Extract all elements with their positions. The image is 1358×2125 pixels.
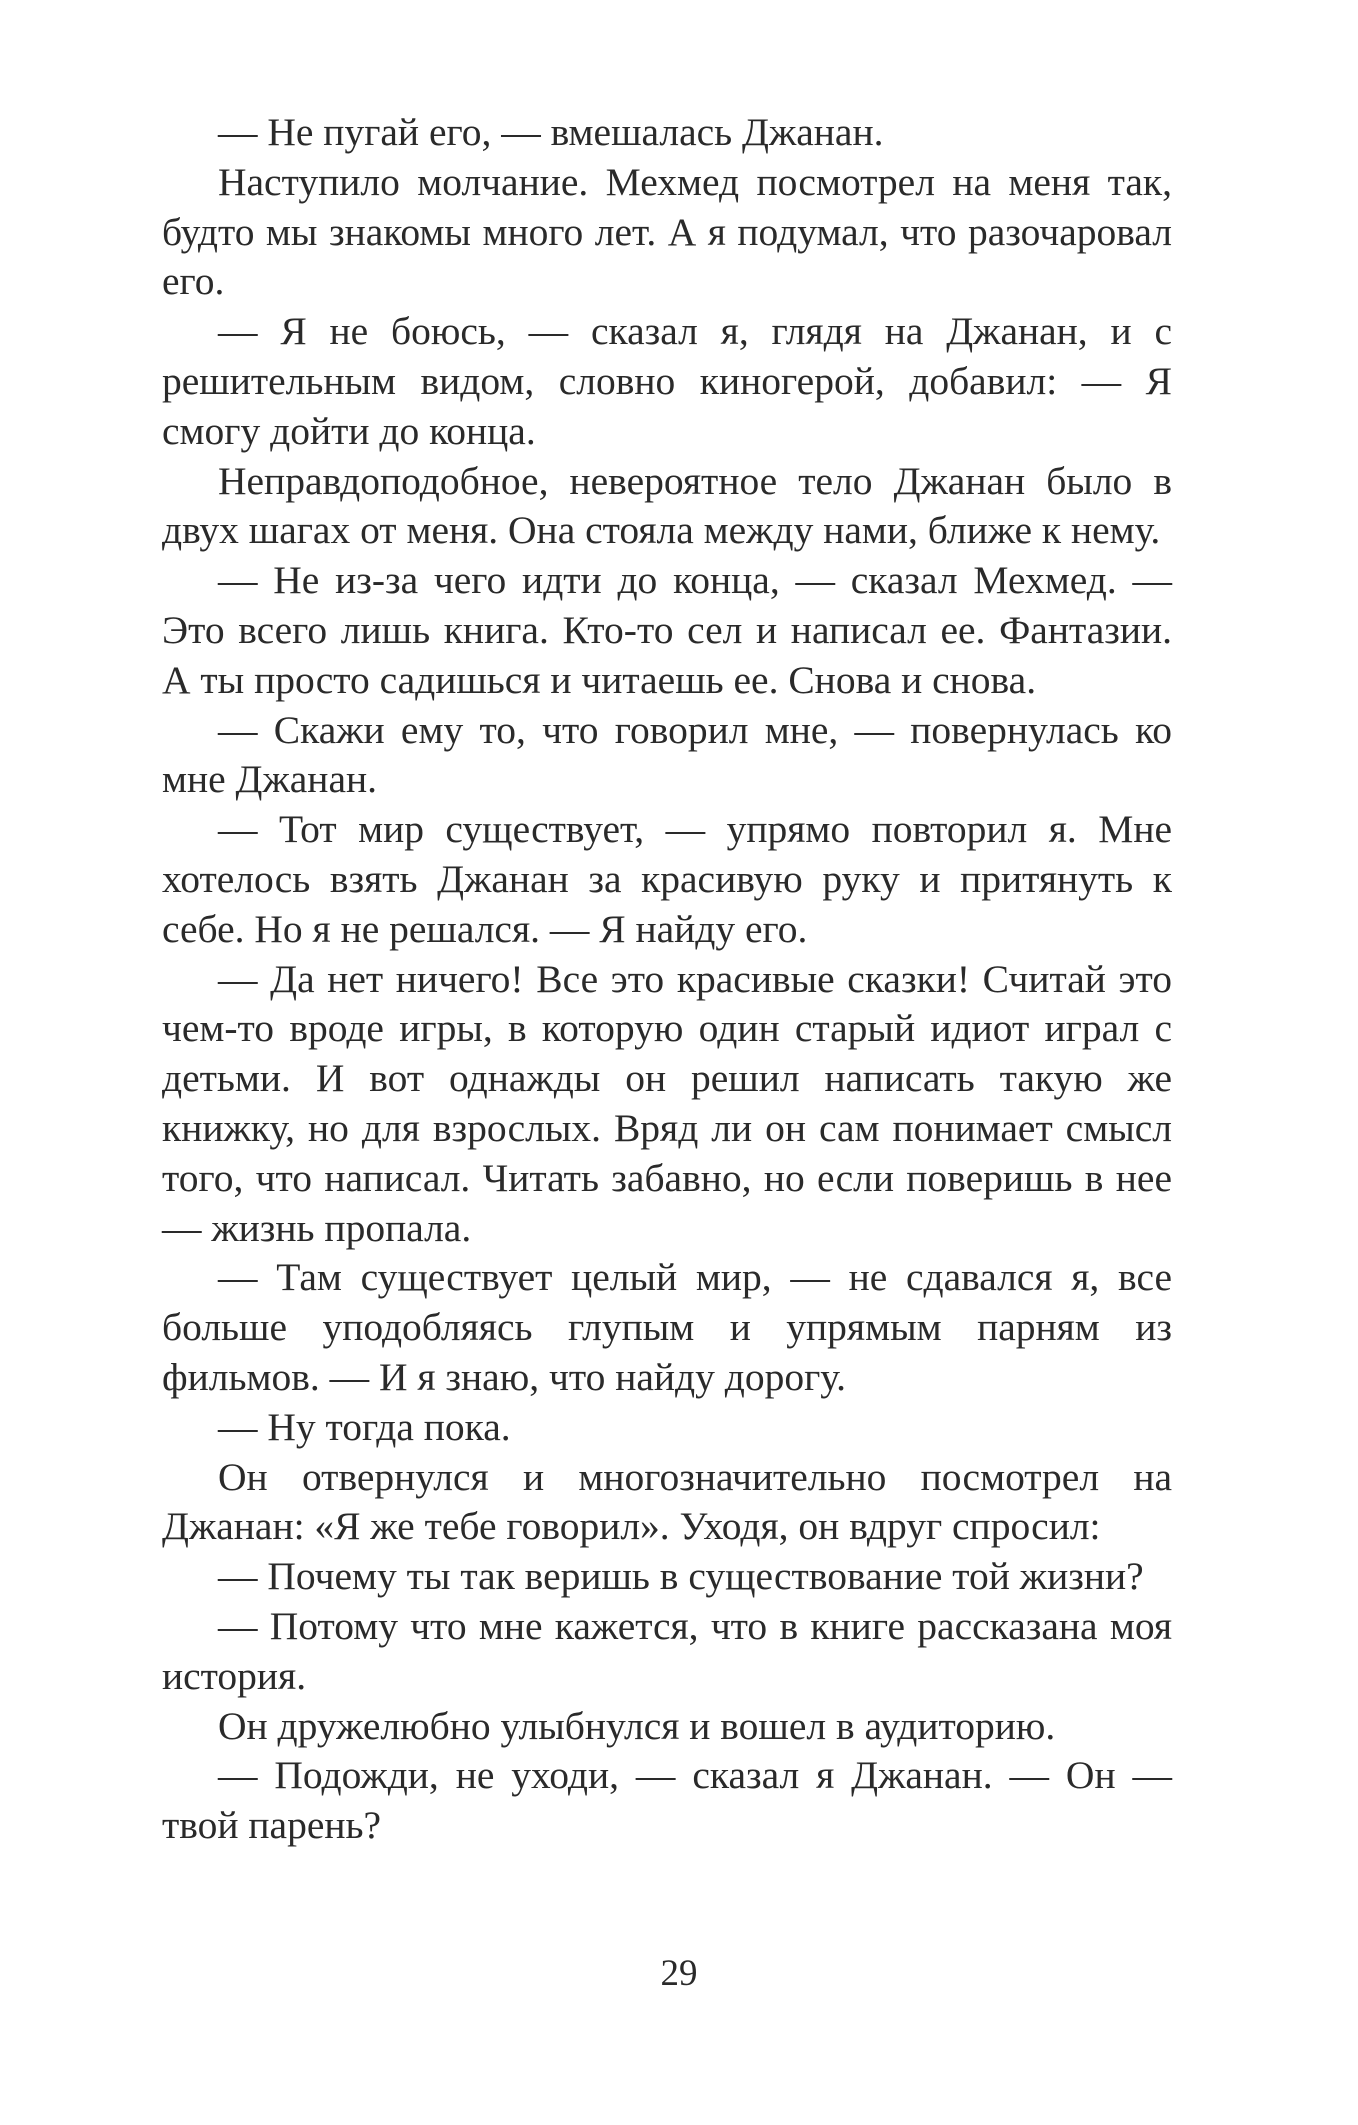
paragraph: — Я не боюсь, — сказал я, глядя на Джанан, и с решительным видом, словно киногерой, добавил: — Я смогу дойти до конца.: [162, 309, 1172, 453]
paragraph: — Там существует целый мир, — не сдавался я, все больше уподобляясь глупым и упрямым парням из фильмов. — И я знаю, что найду дорогу.: [162, 1255, 1172, 1399]
paragraph: Он отвернулся и многозначительно посмотрел на Джанан: «Я же тебе говорил». Уходя, он вдруг спросил:: [162, 1454, 1172, 1549]
paragraph: — Ну тогда пока.: [218, 1404, 511, 1449]
paragraph: Он дружелюбно улыбнулся и вошел в аудиторию.: [218, 1703, 1056, 1748]
paragraph: — Потому что мне кажется, что в книге рассказана моя история.: [162, 1603, 1172, 1698]
paragraph: — Тот мир существует, — упрямо повторил я. Мне хотелось взять Джанан за красивую руку и притянуть к себе. Но я не решался. — Я найду его.: [162, 807, 1172, 951]
body-text: [162, 108, 1172, 1851]
paragraph: — Скажи ему то, что говорил мне, — повернулась ко мне Джанан.: [162, 707, 1172, 802]
page-number: 29: [660, 1953, 698, 1994]
paragraph: — Почему ты так веришь в существование той жизни?: [218, 1554, 1144, 1599]
paragraph: — Да нет ничего! Все это красивые сказки! Считай это чем-то вроде игры, в которую один старый идиот играл с детьми. И вот однажды он решил написать такую же книжку, но для взрослых. Вряд ли он сам понимает смысл того, что написал. Читать забавно, но если поверишь в нее — жизнь пропала.: [162, 956, 1172, 1250]
paragraph: — Подожди, не уходи, — сказал я Джанан. — Он — твой парень?: [162, 1753, 1172, 1848]
paragraph: — Не из-за чего идти до конца, — сказал Мехмед. — Это всего лишь книга. Кто-то сел и написал ее. Фантазии. А ты просто садишься и читаешь ее. Снова и снова.: [162, 558, 1172, 702]
paragraph: Неправдоподобное, невероятное тело Джанан было в двух шагах от меня. Она стояла между нами, ближе к нему.: [162, 458, 1172, 553]
paragraph: Наступило молчание. Мехмед посмотрел на меня так, будто мы знакомы много лет. А я подумал, что разочаровал его.: [162, 159, 1172, 304]
paragraph: — Не пугай его, — вмешалась Джанан.: [218, 110, 884, 154]
